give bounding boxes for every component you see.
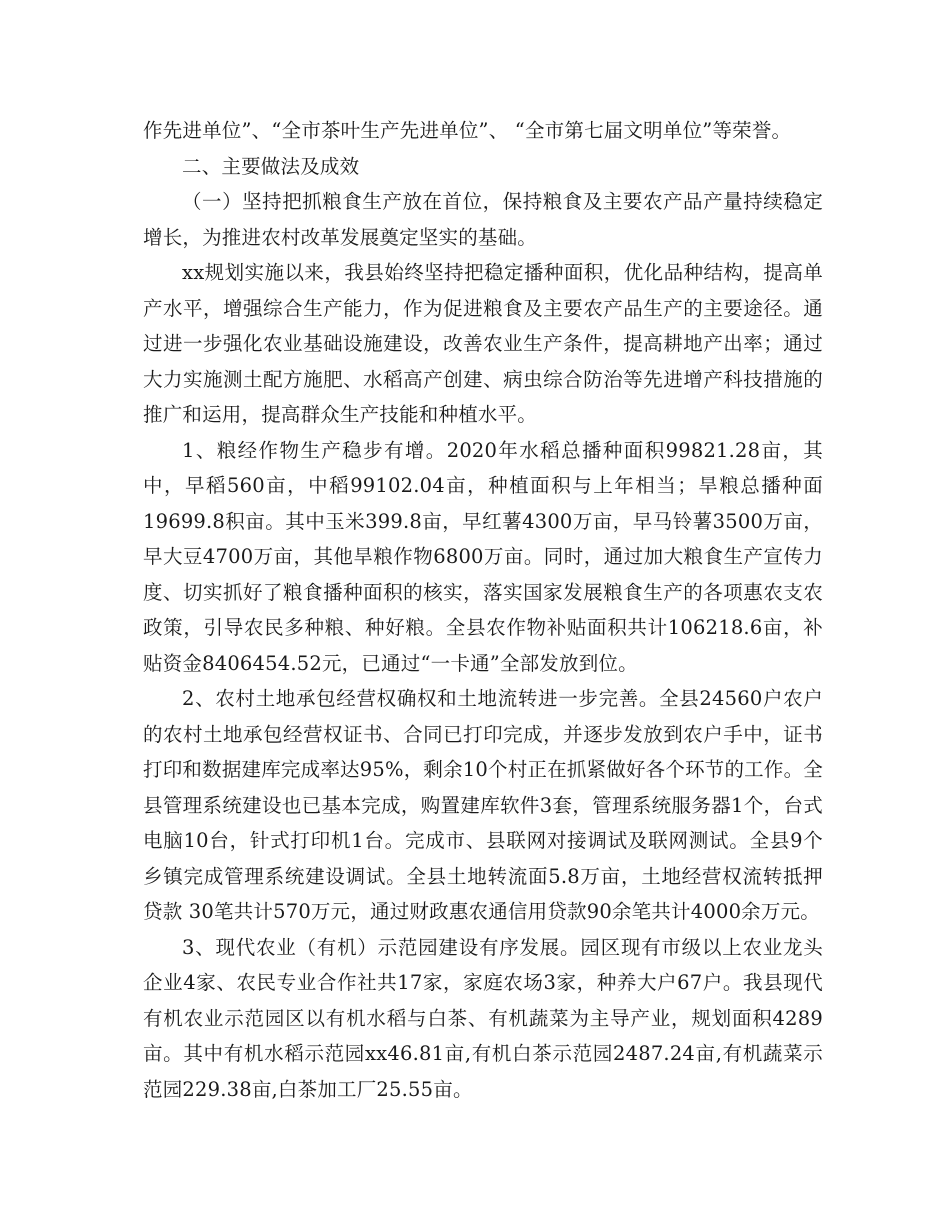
paragraph-item-2: 2、农村土地承包经营权确权和土地流转进一步完善。全县24560户农户的农村土地承包经营权证书、合同已打印完成，并逐步发放到农户手中，证书打印和数据建库完成率达95%，剩余10个村正在抓紧做好各个环节的工作。全县管理系统建设也已基本完成，购置建库软件3套，管理系统服务器1个，台式电脑10台，针式打印机1台。完成市、县联网对接调试及联网测试。全县9个乡镇完成管理系统建设调试。全县土地转流面5.8万亩，土地经营权流转抵押贷款 30笔共计570万元，通过财政惠农通信用贷款90余笔共计4000余万元。 bbox=[143, 687, 823, 923]
paragraph: xx规划实施以来，我县始终坚持把稳定播种面积，优化品种结构，提高单产水平，增强综合生产能力，作为促进粮食及主要农产品生产的主要途径。通过进一步强化农业基础设施建设，改善农业生产条件，提高耕地产出率；通过大力实施测土配方施肥、水稻高产创建、病虫综合防治等先进增产科技措施的推广和运用，提高群众生产技能和种植水平。 bbox=[143, 261, 823, 426]
document-body bbox=[143, 113, 823, 1107]
subsection-heading: （一）坚持把抓粮食生产放在首位，保持粮食及主要农产品产量持续稳定增长，为推进农村改革发展奠定坚实的基础。 bbox=[143, 190, 823, 249]
section-heading: 二、主要做法及成效 bbox=[182, 154, 360, 178]
paragraph-continuation: 作先进单位”、“全市茶叶生产先进单位”、 “全市第七届文明单位”等荣誉。 bbox=[143, 119, 792, 142]
paragraph-item-3: 3、现代农业（有机）示范园建设有序发展。园区现有市级以上农业龙头企业4家、农民专业合作社共17家，家庭农场3家，种养大户67户。我县现代有机农业示范园区以有机水稻与白茶、有机蔬菜为主导产业，规划面积4289亩。其中有机水稻示范园xx46.81亩,有机白茶示范园2487.24亩,有机蔬菜示范园229.38亩,白茶加工厂25.55亩。 bbox=[143, 935, 823, 1101]
paragraph-item-1: 1、粮经作物生产稳步有增。2020年水稻总播种面积99821.28亩，其中，早稻560亩，中稻99102.04亩，种植面积与上年相当；旱粮总播种面19699.8积亩。其中玉米399.8亩，早红薯4300万亩，早马铃薯3500万亩，早大豆4700万亩，其他旱粮作物6800万亩。同时，通过加大粮食生产宣传力度、切实抓好了粮食播种面积的核实，落实国家发展粮食生产的各项惠农支农政策，引导农民多种粮、种好粮。全县农作物补贴面积共计106218.6亩，补贴资金8406454.52元，已通过“一卡通”全部发放到位。 bbox=[143, 438, 823, 675]
